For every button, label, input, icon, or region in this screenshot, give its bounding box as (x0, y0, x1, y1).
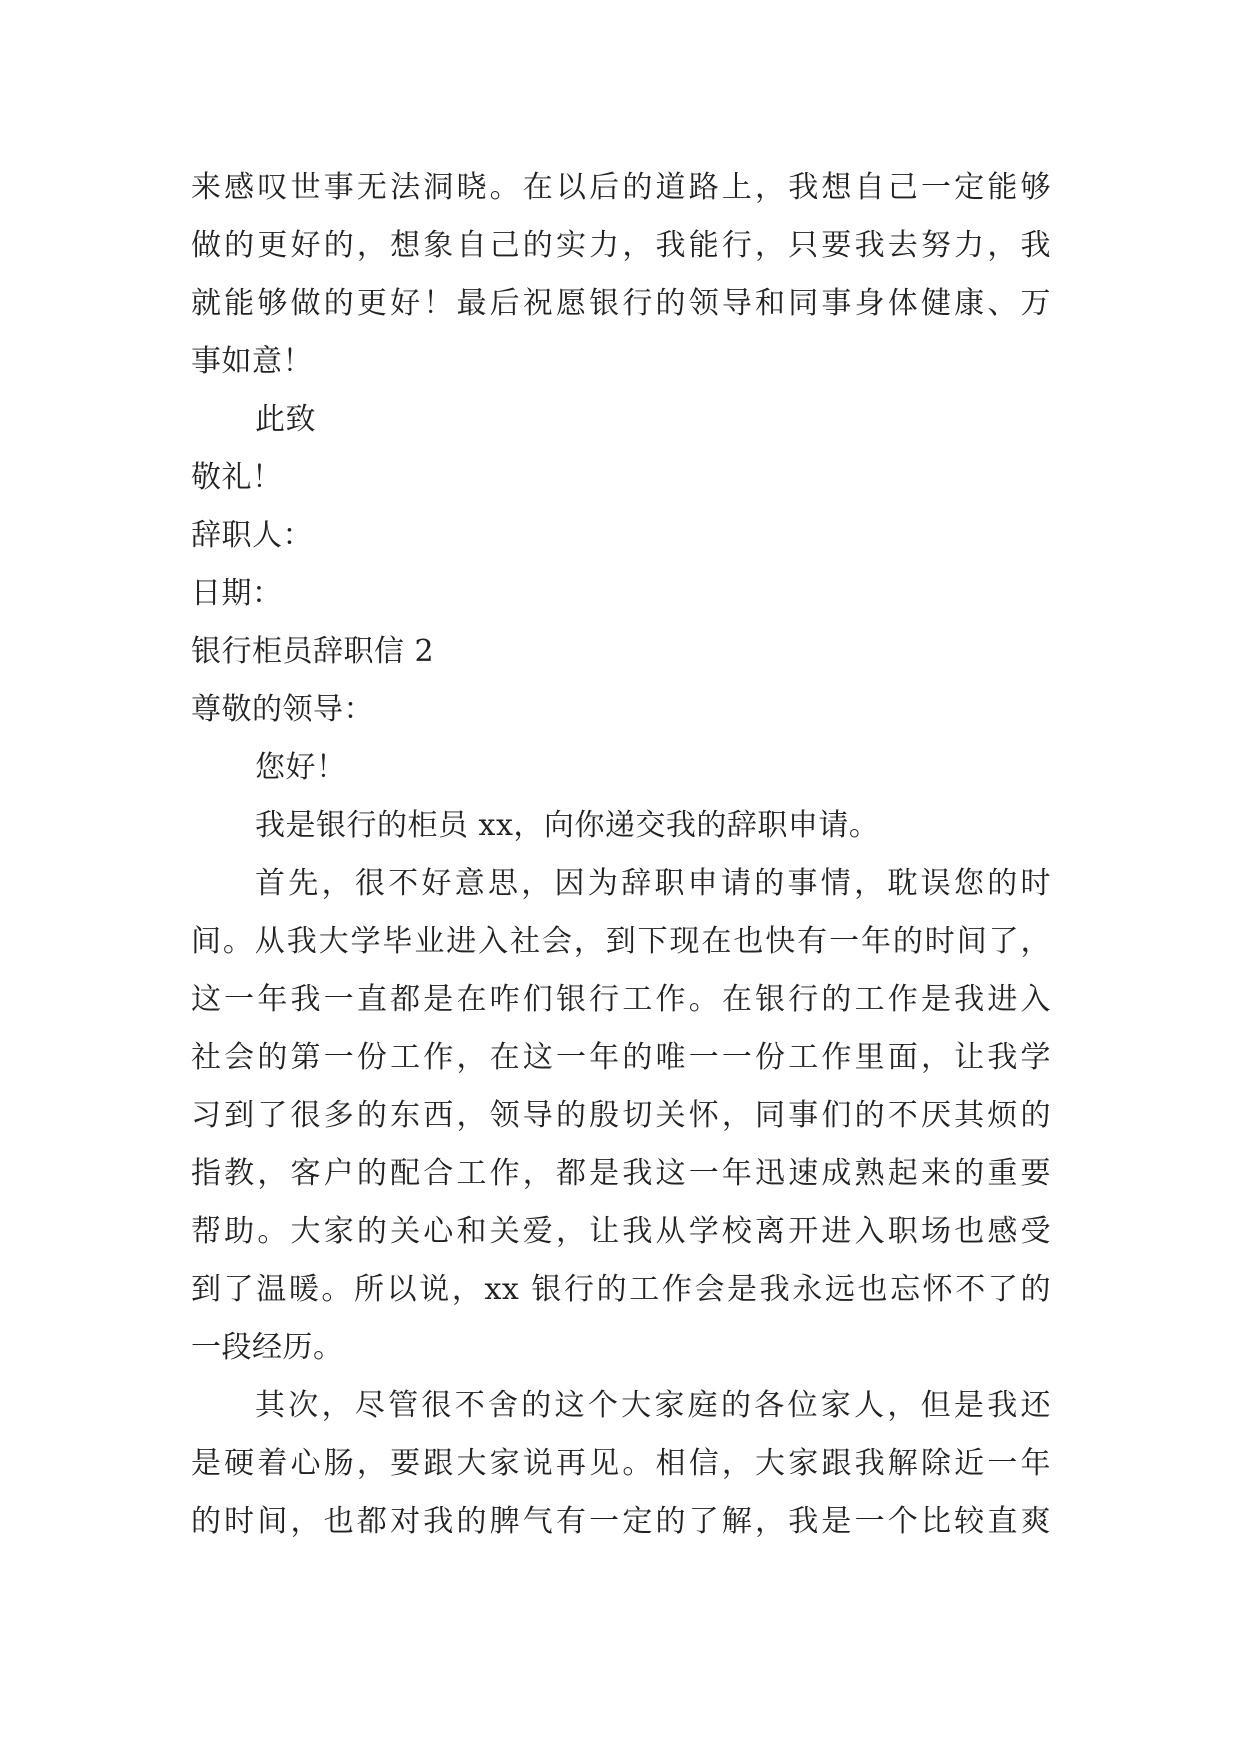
text-line: 敬礼！ (191, 460, 283, 495)
text-line: 社会的第一份工作，在这一年的唯一一份工作里面，让我学 (191, 1040, 1051, 1075)
text-line: 帮助。大家的关心和关爱，让我从学校离开进入职场也感受 (191, 1214, 1051, 1249)
text-line: 指教，客户的配合工作，都是我这一年迅速成熟起来的重要 (191, 1156, 1051, 1191)
text-line: 辞职人： (191, 518, 313, 553)
text-line: 其次，尽管很不舍的这个大家庭的各位家人，但是我还 (255, 1388, 1051, 1423)
text-line: 间。从我大学毕业进入社会，到下现在也快有一年的时间了， (191, 924, 1051, 959)
text-line: 首先，很不好意思，因为辞职申请的事情，耽误您的时 (255, 866, 1051, 901)
text-line: 事如意！ (191, 344, 313, 379)
text-line: 银行柜员辞职信 2 (191, 634, 435, 669)
text-line: 是硬着心肠，要跟大家说再见。相信，大家跟我解除近一年 (191, 1446, 1051, 1481)
letter-body (191, 159, 1051, 1551)
text-line: 到了温暖。所以说，xx 银行的工作会是我永远也忘怀不了的 (191, 1272, 1051, 1307)
text-line: 您好！ (255, 750, 347, 785)
text-line: 的时间，也都对我的脾气有一定的了解，我是一个比较直爽 (191, 1504, 1051, 1539)
text-line: 来感叹世事无法洞晓。在以后的道路上，我想自己一定能够 (191, 170, 1051, 205)
text-line: 做的更好的，想象自己的实力，我能行，只要我去努力，我 (191, 228, 1051, 263)
text-line: 习到了很多的东西，领导的殷切关怀，同事们的不厌其烦的 (191, 1098, 1051, 1133)
text-line: 此致 (255, 402, 316, 437)
text-line: 尊敬的领导： (191, 692, 374, 727)
text-line: 日期： (191, 576, 283, 611)
text-line: 就能够做的更好！最后祝愿银行的领导和同事身体健康、万 (191, 286, 1051, 321)
text-line: 一段经历。 (191, 1330, 344, 1365)
text-line: 我是银行的柜员 xx，向你递交我的辞职申请。 (255, 808, 880, 843)
text-line: 这一年我一直都是在咋们银行工作。在银行的工作是我进入 (191, 982, 1051, 1017)
